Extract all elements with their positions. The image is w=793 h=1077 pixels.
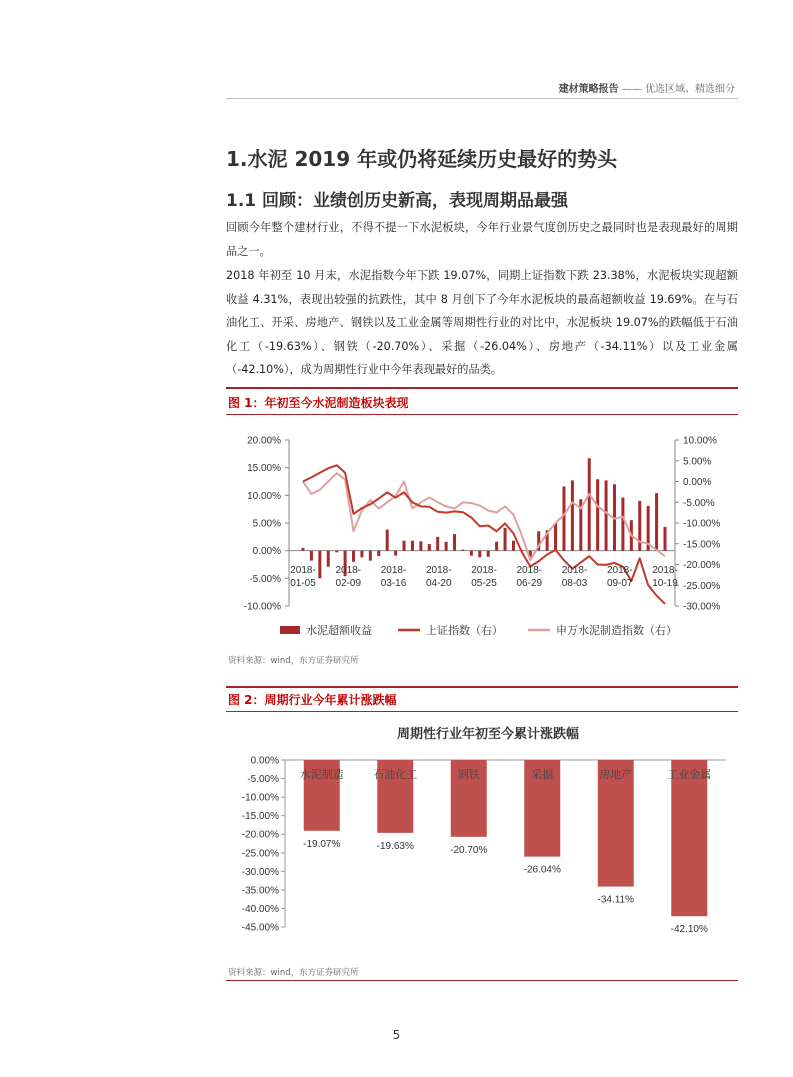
x-tick-label: 2018-03-16: [380, 565, 407, 589]
right-tick-label: 0.00%: [683, 477, 712, 488]
figure1-title: 图 1：年初至今水泥制造板块表现: [228, 396, 409, 410]
excess-return-bar: [487, 551, 490, 557]
left-tick-label: 0.00%: [252, 546, 281, 558]
chart2-data-label: -42.10%: [670, 924, 708, 936]
excess-return-bar: [664, 527, 667, 551]
report-subtitle: 优选区域、精选细分: [645, 84, 735, 95]
excess-return-bar: [445, 542, 448, 551]
excess-return-bar: [419, 541, 422, 550]
excess-return-bar: [310, 551, 313, 561]
right-tick-label: 10.00%: [683, 435, 717, 447]
left-tick-label: -10.00%: [243, 601, 281, 613]
chart2-y-tick-label: -5.00%: [247, 774, 279, 786]
chart2-y-tick-label: -40.00%: [241, 903, 279, 915]
excess-return-bar: [638, 501, 641, 551]
chart2-y-tick-label: -30.00%: [241, 866, 279, 878]
chart2-data-label: -26.04%: [523, 864, 561, 876]
figure2-title-rule: [226, 711, 738, 712]
x-tick-label: 2018-02-09: [335, 565, 362, 589]
x-tick-label: 2018-09-07: [606, 565, 633, 589]
chart2-data-label: -19.07%: [303, 838, 341, 850]
chart2-y-tick-label: -25.00%: [241, 848, 279, 860]
paragraph-2: 2018 年初至 10 月末，水泥指数今年下跌 19.07%，同期上证指数下跌 23.38%，水泥板块实现超额收益 4.31%，表现出较强的抗跌性，其中 8 月创下了今年水泥板块的最高超额收益 19.69%。在与石油化工、开采、房地产、钢铁以及工业金属等周期性行业的对比中，水泥板块 19.07%的跌幅低于石油化工（-19.63%）、钢铁（-20.70%）、采掘（-26.04%）、房地产（-34.11%）以及工业金属（-42.10%），成为周期性行业中今年表现最好的品类。: [226, 269, 738, 377]
legend-swatch-excess-return: [280, 626, 300, 634]
x-tick-label: 2018-01-05: [290, 565, 316, 589]
chart2-data-label: -19.63%: [376, 840, 414, 852]
excess-return-bar: [335, 551, 338, 553]
excess-return-bar: [360, 551, 363, 558]
chart2-y-tick-label: -35.00%: [241, 885, 279, 897]
excess-return-bar: [478, 551, 481, 558]
right-tick-label: -30.00%: [683, 601, 721, 613]
chart2-category-label: 房地产: [599, 769, 633, 781]
left-tick-label: 15.00%: [247, 463, 281, 475]
right-tick-label: -5.00%: [683, 497, 715, 509]
figure1-top-rule: [226, 387, 738, 389]
left-tick-label: 10.00%: [247, 490, 281, 502]
right-tick-label: -15.00%: [683, 539, 721, 551]
left-tick-label: -5.00%: [249, 573, 281, 585]
excess-return-bar: [655, 493, 658, 551]
chart2-data-label: -34.11%: [597, 894, 635, 906]
excess-return-bar: [605, 480, 608, 550]
left-tick-label: 5.00%: [252, 518, 281, 530]
excess-return-bar: [394, 551, 397, 556]
header-separator: ——: [621, 84, 642, 95]
legend-label-excess-return: 水泥超额收益: [306, 625, 372, 637]
figure2-bottom-rule: [226, 980, 738, 981]
chart2-bar: [671, 760, 707, 916]
right-tick-label: -10.00%: [683, 518, 721, 530]
chart2-y-tick-label: -10.00%: [241, 792, 279, 804]
excess-return-bar: [554, 523, 557, 551]
excess-return-bar: [436, 537, 439, 551]
chart2-category-label: 采掘: [531, 769, 554, 781]
x-tick-label: 2018-05-25: [471, 565, 497, 589]
chart2-title: 周期性行业年初至今累计涨跌幅: [396, 726, 580, 741]
chart2-y-tick-label: 0.00%: [250, 755, 279, 767]
figure2-top-rule: [226, 686, 738, 688]
excess-return-bar: [318, 551, 321, 579]
excess-return-bar: [386, 530, 389, 551]
subsection-heading: 1.1 回顾：业绩创历史新高，表现周期品最强: [226, 191, 569, 211]
paragraph-1: 回顾今年整个建材行业，不得不提一下水泥板块，今年行业景气度创历史之最同时也是表现最好的周期品之一。: [226, 221, 738, 258]
excess-return-bar: [562, 486, 565, 550]
excess-return-bar: [403, 541, 406, 551]
running-header: [559, 80, 735, 95]
chart2-category-label: 钢铁: [457, 769, 480, 781]
excess-return-bar: [369, 551, 372, 561]
right-tick-label: -25.00%: [683, 580, 721, 592]
figure2-chart: [226, 718, 738, 958]
excess-return-bar: [428, 544, 431, 551]
excess-return-bar: [470, 551, 473, 556]
excess-return-bar: [327, 551, 330, 567]
legend-label-sw-cement-index: 申万水泥制造指数（右）: [556, 625, 677, 637]
right-tick-label: -20.00%: [683, 560, 721, 571]
excess-return-bar: [512, 541, 515, 551]
header-divider: [226, 98, 738, 99]
chart2-y-tick-label: -15.00%: [241, 811, 279, 823]
sw-cement-index-line: [303, 473, 665, 560]
chart2-y-tick-label: -20.00%: [241, 829, 279, 841]
section-heading: 1.水泥 2019 年或仍将延续历史最好的势头: [226, 147, 618, 171]
chart2-data-label: -20.70%: [450, 844, 488, 856]
page-number: 5: [392, 1028, 401, 1042]
legend-label-sse-index: 上证指数（右）: [426, 625, 503, 637]
excess-return-bar: [495, 542, 498, 551]
excess-return-bar: [377, 551, 380, 557]
excess-return-bar: [453, 534, 456, 551]
excess-return-bar: [352, 551, 355, 562]
excess-return-bar: [571, 480, 574, 550]
right-tick-label: 5.00%: [683, 456, 712, 468]
x-tick-label: 2018-04-20: [425, 565, 452, 589]
excess-return-bar: [621, 498, 624, 551]
excess-return-bar: [596, 479, 599, 550]
x-tick-label: 2018-06-29: [516, 565, 543, 589]
chart2-category-label: 水泥制造: [299, 769, 344, 781]
x-tick-label: 2018-08-03: [561, 565, 588, 589]
figure2-source: 资料来源：wind，东方证券研究所: [228, 968, 359, 978]
chart2-category-label: 石油化工: [373, 769, 418, 781]
figure1-source: 资料来源：wind，东方证券研究所: [228, 656, 359, 666]
chart2-category-label: 工业金属: [667, 769, 712, 781]
excess-return-bar: [411, 541, 414, 551]
left-tick-label: 20.00%: [247, 435, 281, 447]
figure2-title: 图 2：周期行业今年累计涨跌幅: [228, 693, 397, 707]
figure1-title-rule: [226, 414, 738, 415]
figure1-chart: [226, 420, 738, 650]
excess-return-bar: [461, 550, 464, 551]
chart2-y-tick-label: -45.00%: [241, 922, 279, 934]
excess-return-bar: [588, 458, 591, 550]
excess-return-bar: [504, 528, 507, 551]
excess-return-bar: [302, 548, 305, 551]
x-tick-label: 2018-10-19: [652, 565, 678, 589]
report-name: 建材策略报告: [558, 84, 619, 95]
